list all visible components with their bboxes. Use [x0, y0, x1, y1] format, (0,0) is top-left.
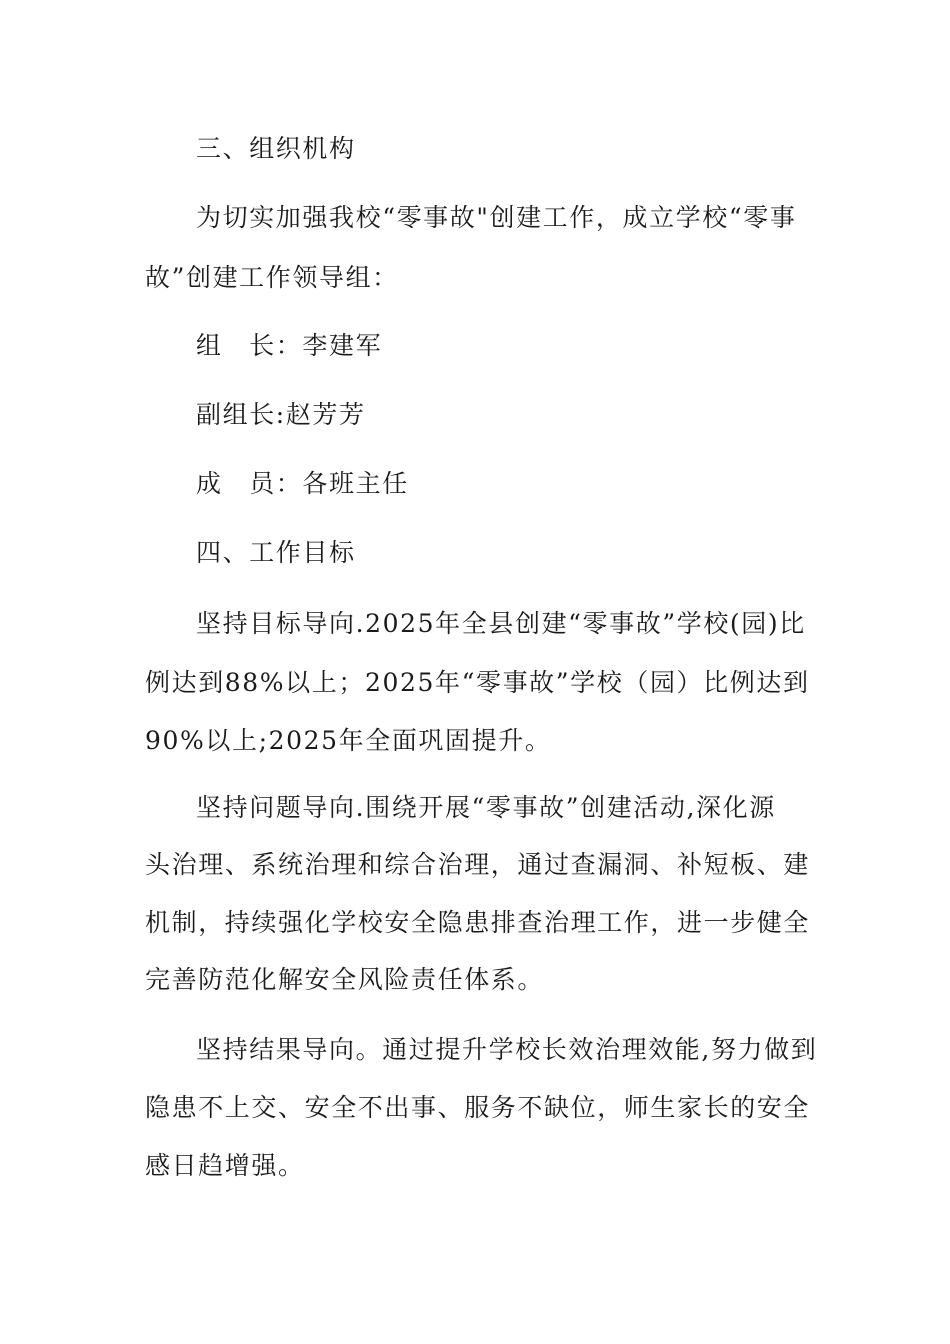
- deputy-leader-line: 副组长:赵芳芳: [196, 400, 366, 429]
- paragraph-line: 感日趋增强。: [145, 1151, 305, 1180]
- paragraph-line: 故”创建工作领导组：: [145, 263, 399, 292]
- paragraph-line: 坚持结果导向。通过提升学校长效治理效能,努力做到: [196, 1035, 818, 1064]
- section-heading-goals: 四、工作目标: [196, 538, 356, 567]
- team-leader-line: 组 长：李建军: [196, 331, 383, 360]
- paragraph-line: 坚持问题导向.围绕开展“零事故”创建活动,深化源: [196, 793, 776, 822]
- paragraph-line: 坚持目标导向.2025年全县创建“零事故”学校(园)比: [196, 609, 806, 638]
- section-heading-organization: 三、组织机构: [196, 134, 356, 163]
- paragraph-line: 90%以上;2025年全面巩固提升。: [145, 726, 552, 755]
- members-line: 成 员：各班主任: [196, 469, 409, 498]
- paragraph-line: 完善防范化解安全风险责任体系。: [145, 965, 545, 994]
- paragraph-line: 例达到88%以上；2025年“零事故”学校（园）比例达到: [145, 668, 810, 697]
- paragraph-line: 为切实加强我校“零事故"创建工作，成立学校“零事: [196, 203, 797, 232]
- paragraph-line: 机制，持续强化学校安全隐患排查治理工作，进一步健全: [145, 908, 811, 937]
- paragraph-line: 头治理、系统治理和综合治理，通过查漏洞、补短板、建: [145, 850, 811, 879]
- paragraph-line: 隐患不上交、安全不出事、服务不缺位，师生家长的安全: [145, 1093, 811, 1122]
